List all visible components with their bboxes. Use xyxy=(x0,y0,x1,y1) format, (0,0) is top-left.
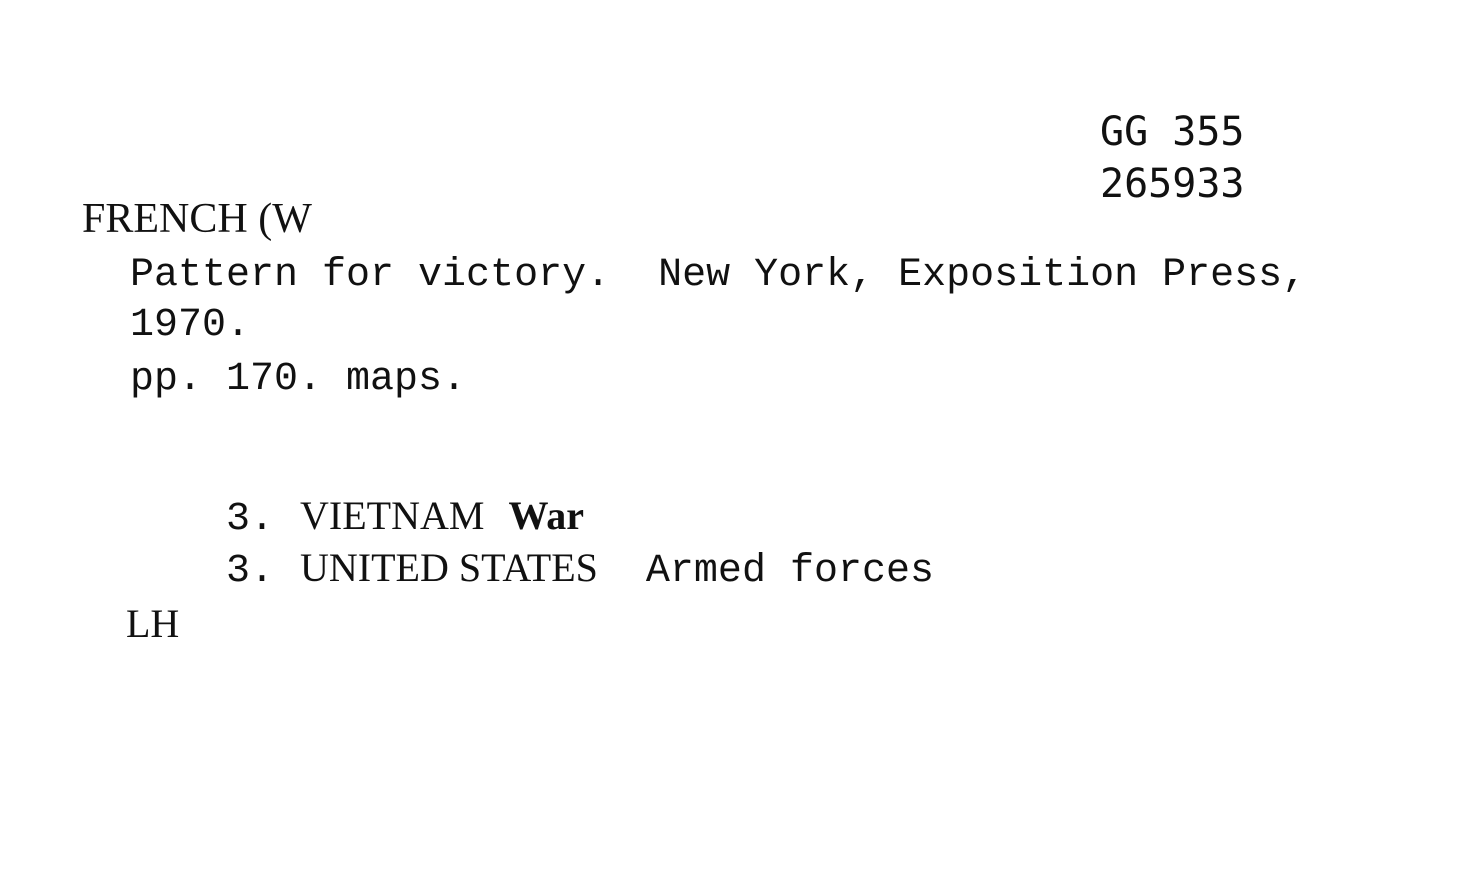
main-entry-author: FRENCH (W xyxy=(82,196,312,242)
location-code: LH xyxy=(126,601,180,646)
title-imprint-line: Pattern for victory. New York, Exposition Press, xyxy=(130,253,1307,298)
subject-number: 3. xyxy=(226,549,275,594)
call-number-accession: 265933 xyxy=(1100,161,1245,207)
subject-entry xyxy=(130,508,934,632)
subject-subdivision: War xyxy=(508,493,584,538)
call-number-class: GG 355 xyxy=(1100,109,1245,155)
publication-date: 1970. xyxy=(130,303,251,348)
subject-heading: VIETNAM xyxy=(300,493,485,538)
collation: pp. 170. maps. xyxy=(130,357,467,402)
subject-number: 3. xyxy=(226,497,275,542)
subject-subdivision: Armed forces xyxy=(645,549,934,594)
subject-heading: UNITED STATES xyxy=(300,545,598,590)
